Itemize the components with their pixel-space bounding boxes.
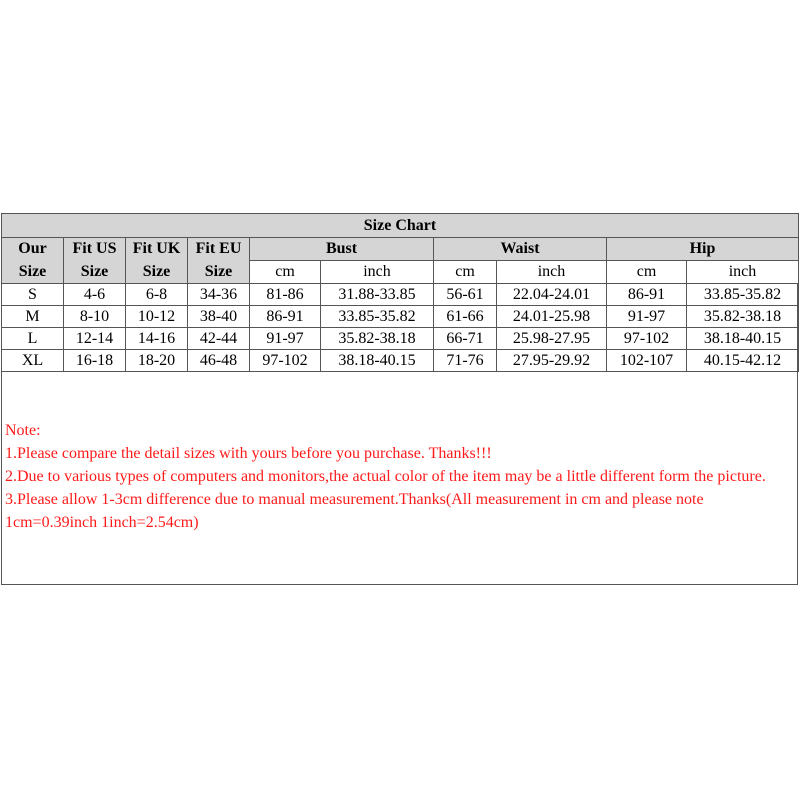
- cell-hip-cm: 91-97: [607, 306, 687, 328]
- cell-fit-uk: 18-20: [126, 350, 188, 372]
- cell-bust-inch: 33.85-35.82: [321, 306, 434, 328]
- table-row: [2, 350, 799, 372]
- cell-hip-cm: 86-91: [607, 284, 687, 306]
- header-bust: Bust: [250, 238, 434, 261]
- cell-bust-cm: 97-102: [250, 350, 321, 372]
- cell-waist-inch: 22.04-24.01: [497, 284, 607, 306]
- header-fit-uk-line1: Fit UK: [126, 238, 188, 261]
- notes-heading: Note:: [5, 422, 41, 439]
- cell-fit-uk: 10-12: [126, 306, 188, 328]
- cell-waist-cm: 61-66: [434, 306, 497, 328]
- cell-fit-uk: 14-16: [126, 328, 188, 350]
- cell-hip-inch: 38.18-40.15: [687, 328, 799, 350]
- header-hip: Hip: [607, 238, 799, 261]
- header-our-size-line1: Our: [2, 238, 64, 261]
- cell-hip-inch: 40.15-42.12: [687, 350, 799, 372]
- unit-hip-inch: inch: [687, 261, 799, 284]
- header-our-size-line2: Size: [2, 261, 64, 284]
- unit-hip-cm: cm: [607, 261, 687, 284]
- cell-waist-cm: 71-76: [434, 350, 497, 372]
- cell-bust-cm: 91-97: [250, 328, 321, 350]
- cell-size: XL: [2, 350, 64, 372]
- cell-size: M: [2, 306, 64, 328]
- cell-fit-eu: 34-36: [188, 284, 250, 306]
- table-row: [2, 284, 799, 306]
- table-row: [2, 306, 799, 328]
- cell-waist-inch: 25.98-27.95: [497, 328, 607, 350]
- cell-waist-cm: 66-71: [434, 328, 497, 350]
- unit-waist-cm: cm: [434, 261, 497, 284]
- cell-fit-us: 16-18: [64, 350, 126, 372]
- cell-waist-inch: 27.95-29.92: [497, 350, 607, 372]
- cell-fit-eu: 38-40: [188, 306, 250, 328]
- table-row: [2, 328, 799, 350]
- note-line-2: 2.Due to various types of computers and monitors,the actual color of the item may be a little different form the picture.: [5, 468, 766, 485]
- cell-size: L: [2, 328, 64, 350]
- unit-bust-inch: inch: [321, 261, 434, 284]
- cell-bust-inch: 38.18-40.15: [321, 350, 434, 372]
- cell-fit-us: 12-14: [64, 328, 126, 350]
- cell-bust-inch: 31.88-33.85: [321, 284, 434, 306]
- cell-waist-cm: 56-61: [434, 284, 497, 306]
- chart-title: Size Chart: [2, 214, 799, 238]
- header-fit-eu-line2: Size: [188, 261, 250, 284]
- notes-section: [5, 419, 790, 534]
- size-chart-panel: [1, 213, 798, 585]
- unit-waist-inch: inch: [497, 261, 607, 284]
- cell-waist-inch: 24.01-25.98: [497, 306, 607, 328]
- size-chart-table: [1, 213, 799, 372]
- header-fit-us-line2: Size: [64, 261, 126, 284]
- cell-hip-inch: 35.82-38.18: [687, 306, 799, 328]
- cell-fit-us: 4-6: [64, 284, 126, 306]
- cell-hip-cm: 97-102: [607, 328, 687, 350]
- note-line-3: 3.Please allow 1-3cm difference due to manual measurement.Thanks(All measurement in cm and please note 1cm=0.39inch 1inch=2.54cm): [5, 491, 704, 531]
- header-fit-eu-line1: Fit EU: [188, 238, 250, 261]
- cell-hip-inch: 33.85-35.82: [687, 284, 799, 306]
- header-fit-us-line1: Fit US: [64, 238, 126, 261]
- header-waist: Waist: [434, 238, 607, 261]
- note-line-1: 1.Please compare the detail sizes with yours before you purchase. Thanks!!!: [5, 445, 492, 462]
- cell-fit-eu: 46-48: [188, 350, 250, 372]
- cell-bust-cm: 81-86: [250, 284, 321, 306]
- cell-hip-cm: 102-107: [607, 350, 687, 372]
- cell-fit-uk: 6-8: [126, 284, 188, 306]
- cell-fit-eu: 42-44: [188, 328, 250, 350]
- cell-size: S: [2, 284, 64, 306]
- cell-bust-cm: 86-91: [250, 306, 321, 328]
- header-fit-uk-line2: Size: [126, 261, 188, 284]
- cell-fit-us: 8-10: [64, 306, 126, 328]
- unit-bust-cm: cm: [250, 261, 321, 284]
- cell-bust-inch: 35.82-38.18: [321, 328, 434, 350]
